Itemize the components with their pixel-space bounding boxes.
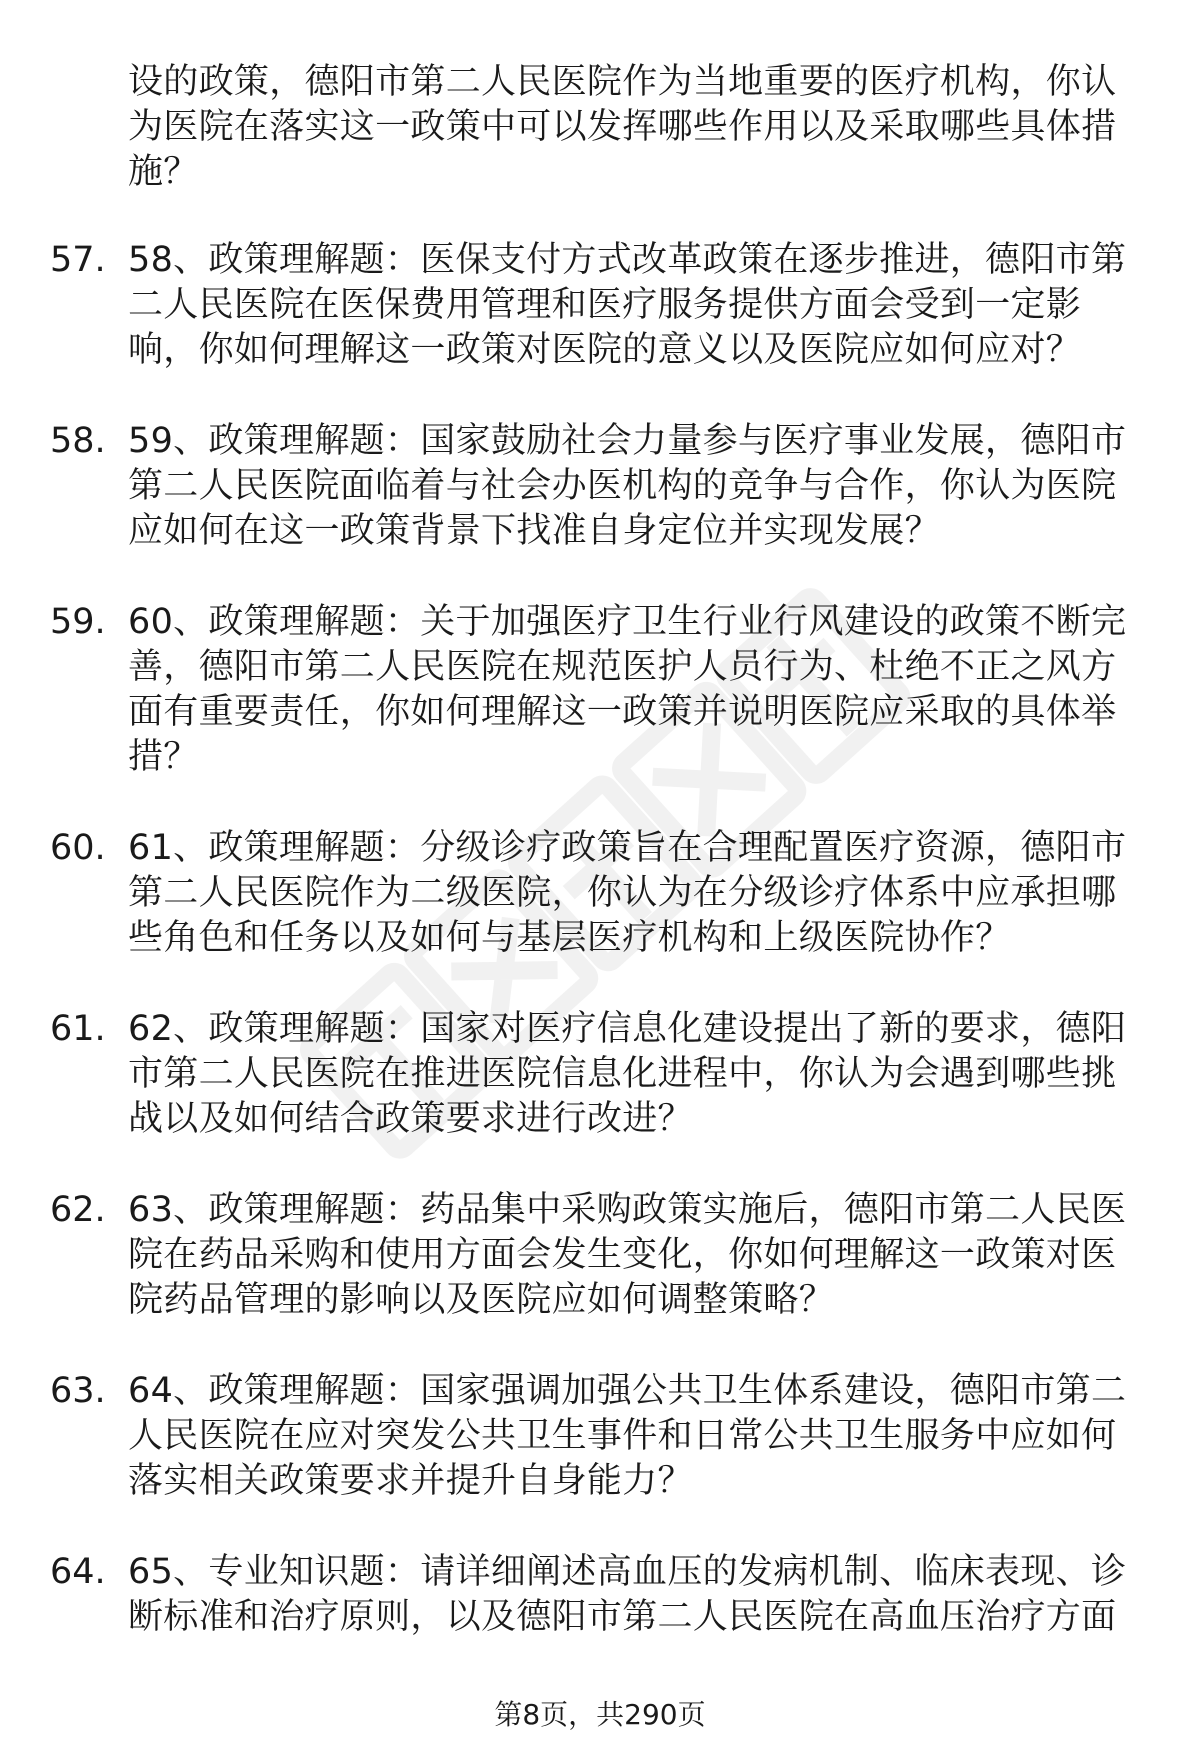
- list-item: [0, 1369, 1200, 1504]
- list-item: [0, 1007, 1200, 1142]
- list-item-text: 64、政策理解题：国家强调加强公共卫生体系建设，德阳市第二人民医院在应对突发公共卫生事件和日常公共卫生服务中应如何落实相关政策要求并提升自身能力？: [128, 1371, 1127, 1501]
- question-list: [0, 238, 1200, 1686]
- list-item: [0, 826, 1200, 961]
- list-item-number: 57.: [50, 240, 106, 280]
- list-item-text: 63、政策理解题：药品集中采购政策实施后，德阳市第二人民医院在药品采购和使用方面会发生变化，你如何理解这一政策对医院药品管理的影响以及医院应如何调整策略？: [128, 1190, 1127, 1320]
- list-item-number: 62.: [50, 1190, 106, 1230]
- continued-question-text: 设的政策，德阳市第二人民医院作为当地重要的医疗机构，你认为医院在落实这一政策中可以发挥哪些作用以及采取哪些具体措施？: [128, 62, 1117, 192]
- list-item-text: 58、政策理解题：医保支付方式改革政策在逐步推进，德阳市第二人民医院在医保费用管理和医疗服务提供方面会受到一定影响，你如何理解这一政策对医院的意义以及医院应如何应对？: [128, 240, 1127, 370]
- list-item-number: 60.: [50, 828, 106, 868]
- list-item-number: 58.: [50, 421, 106, 461]
- list-item-number: 64.: [50, 1552, 106, 1592]
- list-item: [0, 1550, 1200, 1640]
- list-item-text: 60、政策理解题：关于加强医疗卫生行业行风建设的政策不断完善，德阳市第二人民医院在规范医护人员行为、杜绝不正之风方面有重要责任，你如何理解这一政策并说明医院应采取的具体举措？: [128, 602, 1127, 777]
- list-item: [0, 600, 1200, 780]
- list-item-text: 65、专业知识题：请详细阐述高血压的发病机制、临床表现、诊断标准和治疗原则，以及德阳市第二人民医院在高血压治疗方面: [128, 1552, 1127, 1637]
- list-item-text: 62、政策理解题：国家对医疗信息化建设提出了新的要求，德阳市第二人民医院在推进医院信息化进程中，你认为会遇到哪些挑战以及如何结合政策要求进行改进？: [128, 1009, 1127, 1139]
- list-item-number: 59.: [50, 602, 106, 642]
- list-item: [0, 1188, 1200, 1323]
- page-footer: 第8页，共290页: [494, 1698, 706, 1731]
- list-item: [0, 238, 1200, 373]
- list-item-number: 63.: [50, 1371, 106, 1411]
- list-item-number: 61.: [50, 1009, 106, 1049]
- list-item-text: 61、政策理解题：分级诊疗政策旨在合理配置医疗资源，德阳市第二人民医院作为二级医院，你认为在分级诊疗体系中应承担哪些角色和任务以及如何与基层医疗机构和上级医院协作？: [128, 828, 1127, 958]
- list-item-text: 59、政策理解题：国家鼓励社会力量参与医疗事业发展，德阳市第二人民医院面临着与社会办医机构的竞争与合作，你认为医院应如何在这一政策背景下找准自身定位并实现发展？: [128, 421, 1127, 551]
- list-item: [0, 419, 1200, 554]
